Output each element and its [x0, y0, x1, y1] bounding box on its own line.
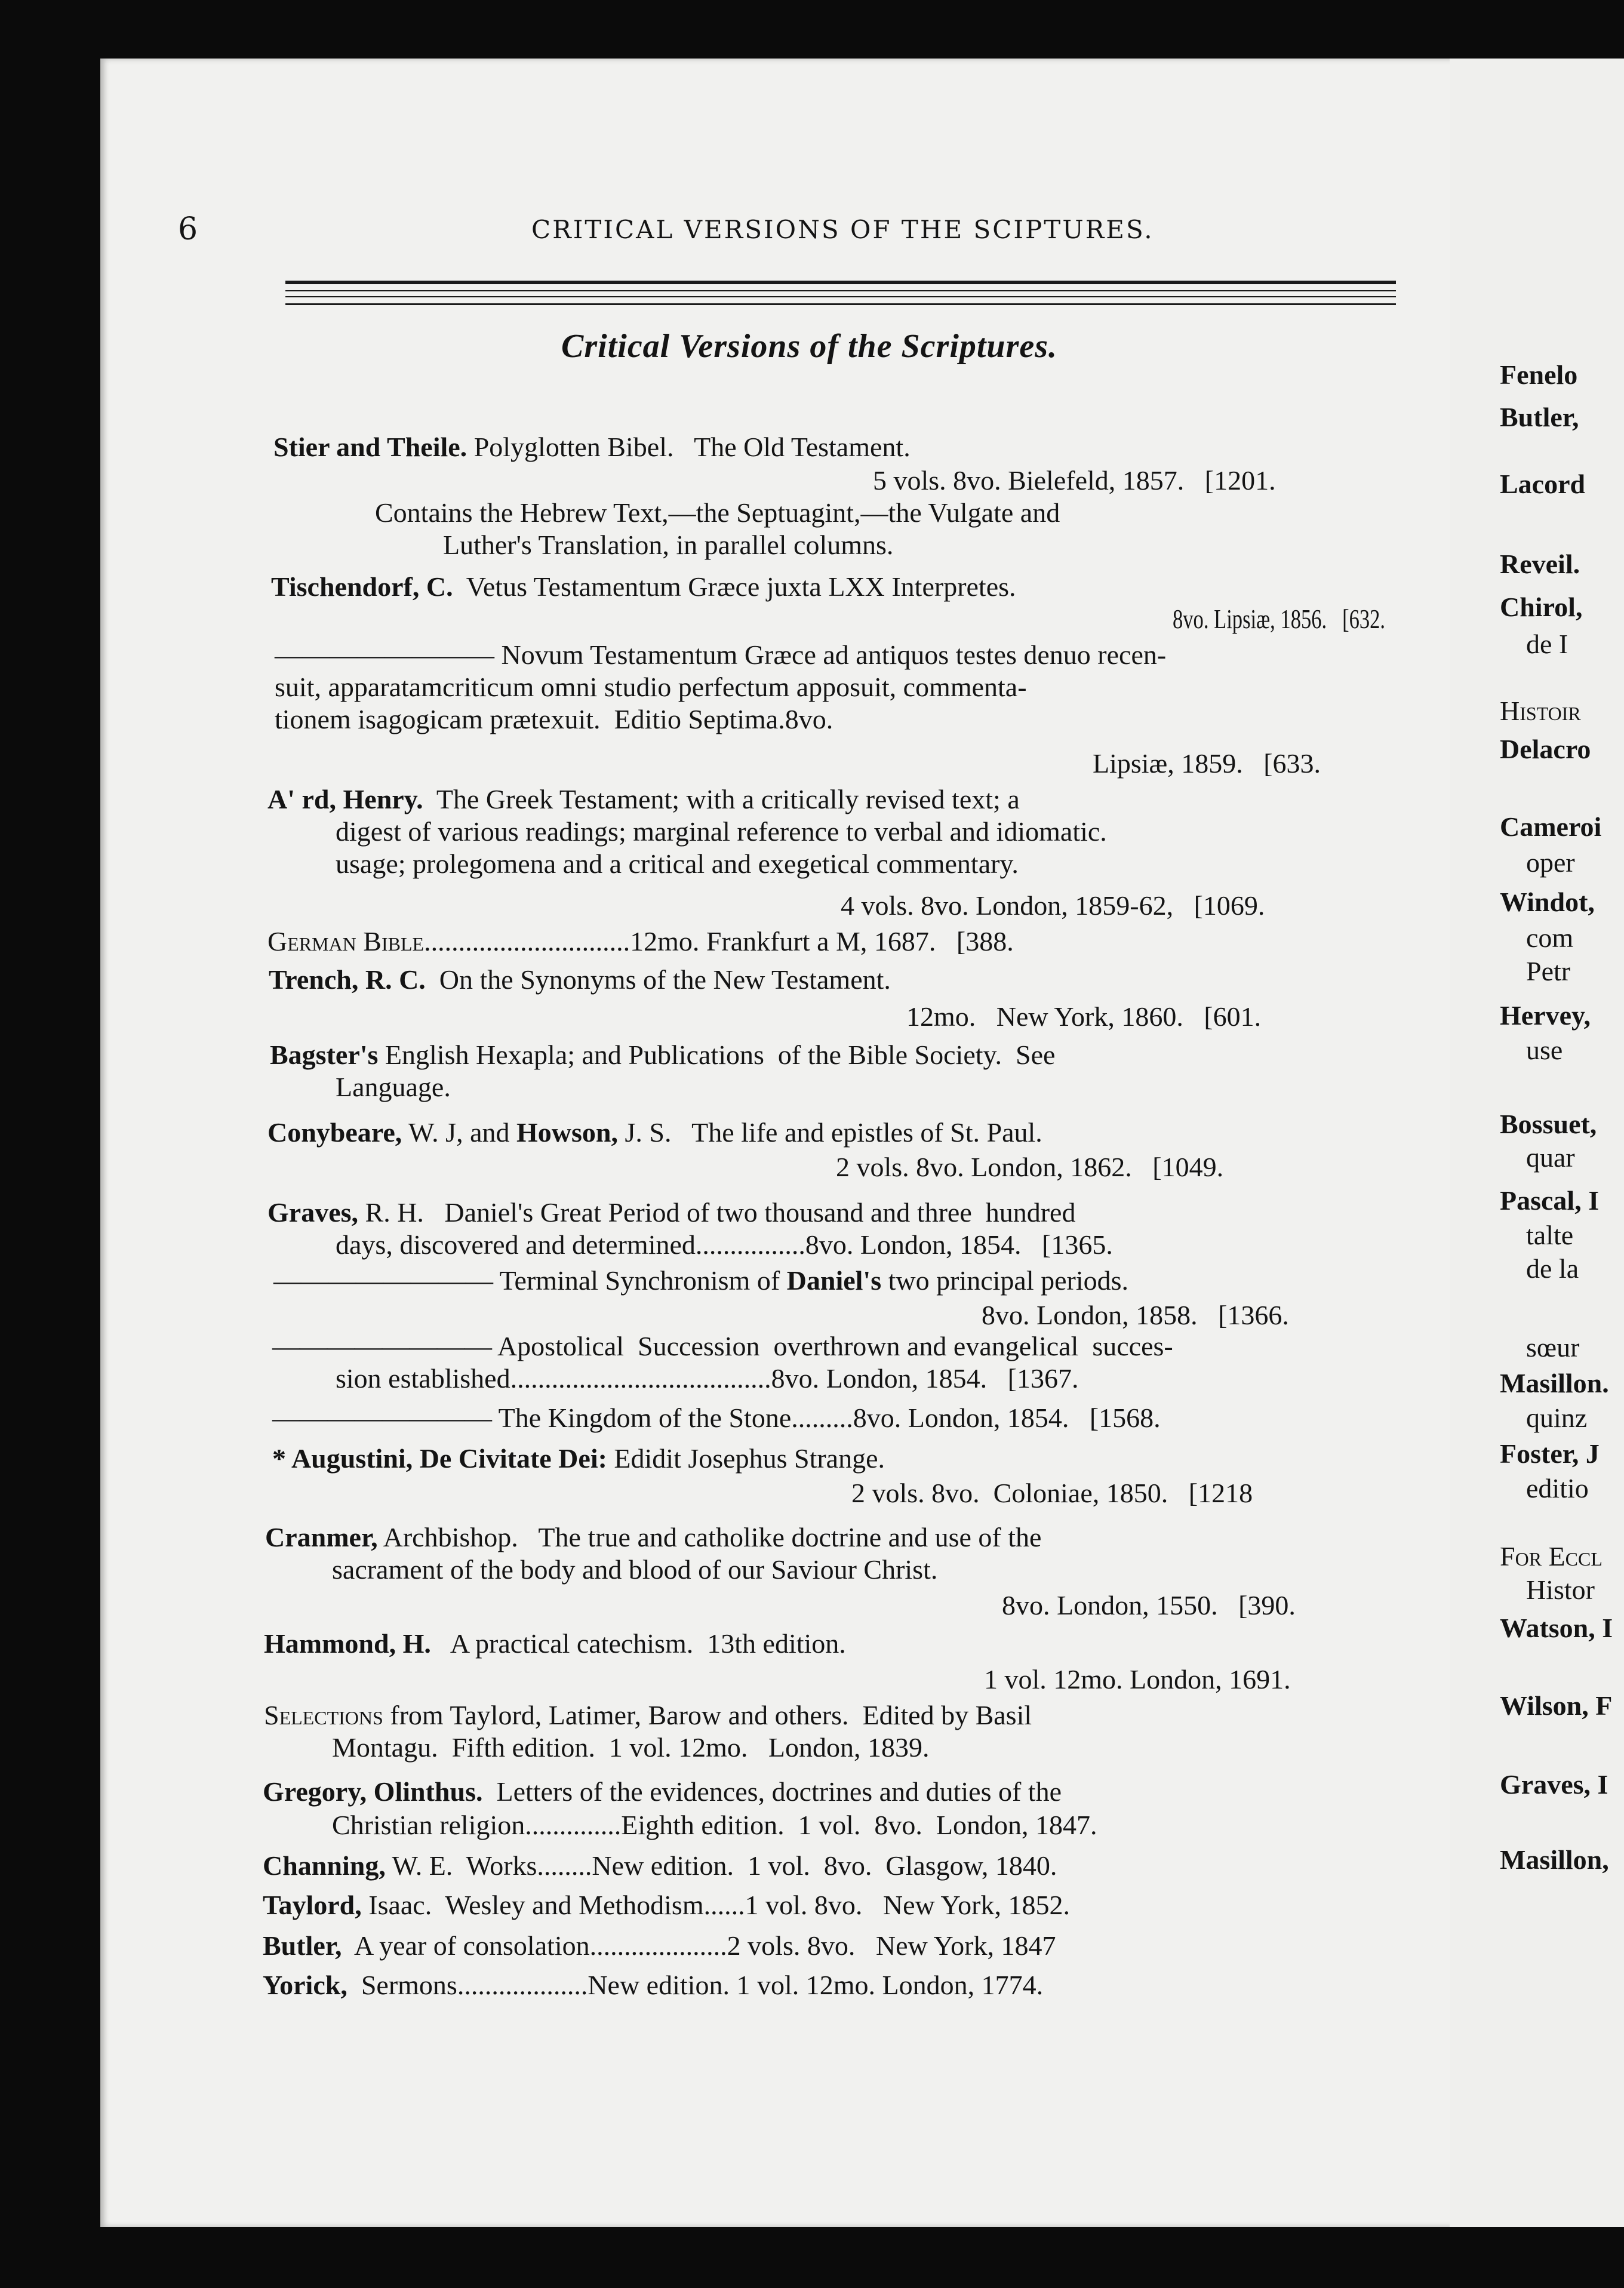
author-name: Howson, [516, 1117, 618, 1148]
entry-text: sion established......................................8vo. London, 1854. [1367. [336, 1363, 1079, 1394]
author-name: Foster, J [1500, 1438, 1600, 1469]
entry-text: Polyglotten Bibel. The Old Testament. [467, 432, 911, 462]
entry-text: ..............................12mo. Frankfurt a M, 1687. [388. [424, 926, 1014, 957]
facing-line [1500, 1187, 1599, 1214]
header-rule-thin-1 [285, 290, 1396, 291]
entry-line [263, 1932, 1056, 1960]
facing-line [1500, 1002, 1591, 1029]
entry-text: Lipsiæ, 1859. [633. [1093, 748, 1321, 779]
facing-line [1526, 1576, 1595, 1604]
entry-text: Vetus Testamentum Græce juxta LXX Interpretes. [453, 571, 1016, 602]
entry-text: W. E. Works........New edition. 1 vol. 8vo. Glasgow, 1840. [385, 1850, 1057, 1881]
smallcaps-heading: German Bible [267, 926, 425, 957]
facing-line [1500, 593, 1582, 621]
author-name: Hammond, H. [264, 1628, 431, 1659]
author-name: Masillon. [1500, 1368, 1609, 1398]
entry-text: use [1526, 1035, 1563, 1065]
entry-line [443, 531, 893, 559]
entry-text: Language. [336, 1072, 451, 1102]
entry-line [263, 1852, 1057, 1880]
facing-line [1500, 1846, 1609, 1874]
author-name: Bagster's [270, 1040, 379, 1070]
entry-text: ———————— Terminal Synchronism of [273, 1265, 787, 1296]
entry-line [982, 1302, 1289, 1329]
entry-line [332, 1734, 929, 1761]
entry-line [836, 1154, 1223, 1181]
entry-line [336, 1074, 451, 1101]
section-heading: Critical Versions of the Scriptures. [561, 328, 1058, 365]
author-name: Cameroi [1500, 811, 1602, 842]
facing-line [1526, 958, 1570, 985]
entry-line [873, 467, 1276, 494]
entry-line [263, 1972, 1043, 1999]
smallcaps-heading: Histoir [1500, 696, 1581, 726]
facing-line [1526, 849, 1575, 877]
facing-line [1526, 1404, 1587, 1432]
entry-text: tionem isagogicam prætexuit. Editio Septima.8vo. [275, 704, 833, 734]
facing-line [1526, 1144, 1575, 1171]
author-name: Conybeare, [267, 1117, 402, 1148]
author-name: Hervey, [1500, 1000, 1591, 1031]
entry-line [841, 892, 1265, 919]
entry-text: Archbishop. The true and catholike doctrine and use of the [377, 1522, 1042, 1552]
entry-line [267, 928, 1014, 955]
entry-text: ———————— Novum Testamentum Græce ad antiquos testes denuo recen- [275, 639, 1167, 670]
entry-text: Isaac. Wesley and Methodism......1 vol. 8vo. New York, 1852. [361, 1890, 1070, 1920]
entry-line [267, 1119, 1042, 1146]
entry-line [336, 850, 1019, 878]
entry-text: quar [1526, 1142, 1575, 1173]
entry-line [1002, 1592, 1296, 1619]
smallcaps-heading: Selections [264, 1700, 383, 1730]
facing-line [1500, 470, 1585, 498]
facing-line [1500, 361, 1577, 389]
entry-line [332, 1812, 1097, 1839]
facing-line [1500, 1614, 1613, 1642]
entry-line [270, 1041, 1055, 1069]
entry-text: Contains the Hebrew Text,—the Septuagint,—the Vulgate and [375, 497, 1060, 528]
facing-line [1500, 404, 1579, 431]
author-name: Reveil. [1500, 549, 1580, 579]
entry-text: Petr [1526, 956, 1571, 986]
entry-text: talte [1526, 1220, 1574, 1250]
facing-line [1500, 1370, 1609, 1397]
entry-line [1173, 605, 1385, 633]
entry-line [984, 1666, 1291, 1693]
author-name: Wilson, F [1500, 1690, 1613, 1721]
facing-line [1526, 924, 1573, 952]
entry-text: On the Synonyms of the New Testament. [425, 964, 891, 995]
entry-text: A practical catechism. 13th edition. [430, 1628, 846, 1659]
header-rule-thin-3 [285, 303, 1396, 305]
entry-text: 8vo. Lipsiæ, 1856. [632. [1173, 604, 1386, 634]
entry-text: editio [1526, 1473, 1589, 1503]
entry-text: quinz [1526, 1403, 1588, 1433]
page-number: 6 [178, 211, 198, 247]
entry-text: 5 vols. 8vo. Bielefeld, 1857. [1201. [873, 465, 1276, 496]
facing-line [1526, 1037, 1563, 1064]
author-name: Bossuet, [1500, 1109, 1597, 1139]
entry-line [275, 706, 833, 733]
entry-text: Montagu. Fifth edition. 1 vol. 12mo. London, 1839. [332, 1732, 930, 1763]
author-name: Taylord, [263, 1890, 362, 1920]
facing-line [1500, 551, 1580, 578]
entry-line [275, 674, 1027, 701]
entry-line [336, 1365, 1079, 1392]
entry-text: suit, apparatamcriticum omni studio perfectum apposuit, commenta- [275, 672, 1027, 702]
facing-line [1500, 1692, 1612, 1720]
entry-line [267, 786, 1020, 813]
entry-text: ———————— The Kingdom of the Stone.........8vo. London, 1854. [1568. [272, 1403, 1161, 1433]
author-name: Trench, R. C. [269, 964, 426, 995]
author-name: Chirol, [1500, 592, 1583, 622]
entry-text: sacrament of the body and blood of our Saviour Christ. [332, 1554, 938, 1585]
entry-line [1093, 750, 1321, 777]
entry-line [272, 1445, 885, 1472]
entry-line [264, 1630, 846, 1657]
facing-line [1500, 1771, 1608, 1798]
entry-text: English Hexapla; and Publications of the Bible Society. See [378, 1040, 1056, 1070]
author-name: Butler, [263, 1930, 342, 1961]
entry-text: from Taylord, Latimer, Barow and others. Edited by Basil [383, 1700, 1032, 1730]
entry-text: The Greek Testament; with a critically revised text; a [423, 784, 1020, 814]
entry-line [267, 1199, 1075, 1226]
author-name: Masillon, [1500, 1844, 1609, 1875]
entry-line [275, 641, 1166, 669]
header-rule-thick [285, 281, 1396, 284]
entry-text: W. J, and [402, 1117, 516, 1148]
entry-line [272, 1404, 1161, 1432]
entry-line [269, 966, 891, 994]
entry-text: de I [1526, 629, 1568, 659]
entry-line [265, 1524, 1041, 1551]
header-rule-thin-2 [285, 296, 1396, 297]
entry-text: 8vo. London, 1858. [1366. [982, 1300, 1289, 1330]
entry-text: Edidit Josephus Strange. [607, 1443, 885, 1474]
author-name: Delacro [1500, 734, 1591, 764]
author-name: Butler, [1500, 402, 1579, 432]
entry-text: Christian religion..............Eighth edition. 1 vol. 8vo. London, 1847. [332, 1810, 1097, 1840]
entry-text: usage; prolegomena and a critical and exegetical commentary. [336, 848, 1019, 879]
entry-text: days, discovered and determined................8vo. London, 1854. [1365. [336, 1229, 1113, 1260]
entry-text: oper [1526, 847, 1575, 878]
entry-line [375, 499, 1060, 527]
author-name: * Augustini, De Civitate Dei: [272, 1443, 607, 1474]
author-name: Cranmer, [265, 1522, 378, 1552]
entry-text: digest of various readings; marginal reference to verbal and idiomatic. [336, 816, 1107, 847]
author-name: Yorick, [263, 1970, 347, 2000]
entry-text: 1 vol. 12mo. London, 1691. [984, 1664, 1291, 1695]
entry-line [271, 573, 1016, 601]
entry-line [851, 1480, 1253, 1507]
facing-line [1500, 1543, 1603, 1570]
facing-line [1526, 1475, 1589, 1502]
author-name: Watson, I [1500, 1613, 1613, 1643]
entry-text: Histor [1526, 1574, 1595, 1605]
entry-text: 4 vols. 8vo. London, 1859-62, [1069. [841, 890, 1265, 921]
author-name: Channing, [263, 1850, 386, 1881]
author-name: A' rd, Henry. [267, 784, 423, 814]
facing-line [1500, 1440, 1600, 1468]
entry-line [906, 1003, 1261, 1031]
entry-text: com [1526, 922, 1574, 953]
facing-line [1526, 1222, 1573, 1249]
entry-text: ———————— Apostolical Succession overthrown and evangelical succes- [272, 1331, 1173, 1361]
entry-line [272, 1333, 1173, 1360]
facing-line [1500, 1111, 1597, 1138]
entry-line [263, 1778, 1062, 1806]
author-name: Tischendorf, C. [271, 571, 453, 602]
entry-text: sœur [1526, 1332, 1580, 1363]
entry-line [332, 1556, 937, 1583]
entry-line [273, 1267, 1128, 1294]
entry-text: two principal periods. [881, 1265, 1129, 1296]
entry-text: J. S. The life and epistles of St. Paul. [617, 1117, 1042, 1148]
entry-text: A year of consolation....................2 vols. 8vo. New York, 1847 [342, 1930, 1056, 1961]
entry-text: 2 vols. 8vo. Coloniae, 1850. [1218 [851, 1478, 1253, 1508]
entry-line [273, 433, 911, 461]
running-title: CRITICAL VERSIONS OF THE SCIPTURES. [531, 215, 1154, 244]
entry-line [336, 1231, 1113, 1259]
entry-text: 2 vols. 8vo. London, 1862. [1049. [836, 1152, 1224, 1182]
entry-text: Letters of the evidences, doctrines and duties of the [482, 1776, 1062, 1807]
facing-line [1526, 1334, 1579, 1361]
entry-text: de la [1526, 1253, 1579, 1284]
facing-line [1500, 888, 1595, 916]
entry-line [263, 1892, 1070, 1919]
entry-text: Luther's Translation, in parallel columns. [443, 530, 894, 560]
author-name: Gregory, Olinthus. [263, 1776, 483, 1807]
author-name: Lacord [1500, 469, 1586, 499]
entry-line [264, 1702, 1032, 1729]
entry-text: 8vo. London, 1550. [390. [1002, 1590, 1296, 1620]
author-name: Daniel's [786, 1265, 882, 1296]
entry-text: Sermons...................New edition. 1 vol. 12mo. London, 1774. [347, 1970, 1044, 2000]
author-name: Graves, I [1500, 1769, 1608, 1800]
author-name: Fenelo [1500, 359, 1578, 390]
facing-line [1526, 1255, 1579, 1283]
facing-line [1500, 697, 1581, 725]
facing-line [1526, 631, 1568, 658]
entry-text: R. H. Daniel's Great Period of two thousand and three hundred [358, 1197, 1076, 1228]
facing-line [1500, 813, 1601, 841]
author-name: Windot, [1500, 887, 1595, 917]
author-name: Pascal, I [1500, 1185, 1600, 1216]
facing-line [1500, 736, 1591, 763]
entry-text: 12mo. New York, 1860. [601. [906, 1001, 1262, 1032]
author-name: Stier and Theile. [273, 432, 467, 462]
smallcaps-heading: For Eccl [1500, 1541, 1603, 1572]
entry-line [336, 818, 1107, 845]
author-name: Graves, [267, 1197, 359, 1228]
